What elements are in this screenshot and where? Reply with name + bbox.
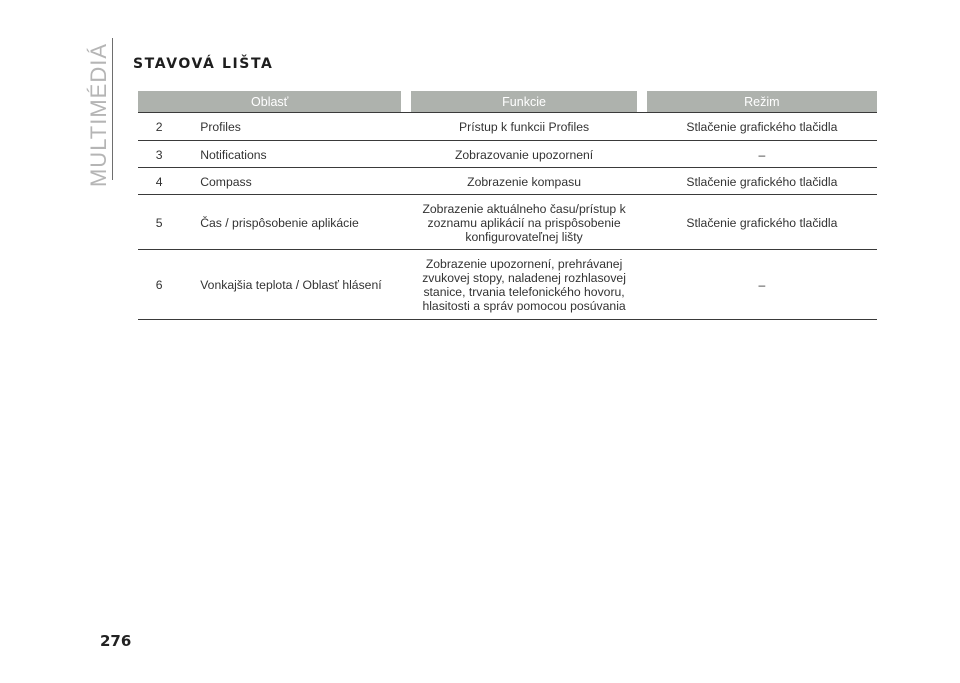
row-mode: Stlačenie grafického tlačidla <box>647 168 877 195</box>
row-area: Notifications <box>180 141 401 168</box>
table-row <box>138 141 877 168</box>
row-number: 2 <box>138 113 180 141</box>
row-area: Čas / prispôsobenie aplikácie <box>180 195 401 250</box>
row-function: Zobrazovanie upozornení <box>411 141 636 168</box>
row-number: 3 <box>138 141 180 168</box>
row-function: Zobrazenie kompasu <box>411 168 636 195</box>
table-row <box>138 168 877 195</box>
header-function: Funkcie <box>411 91 636 113</box>
table-header-row <box>138 91 877 113</box>
header-mode: Režim <box>647 91 877 113</box>
row-number: 5 <box>138 195 180 250</box>
row-function: Prístup k funkcii Profiles <box>411 113 636 141</box>
row-mode: – <box>647 141 877 168</box>
row-area: Compass <box>180 168 401 195</box>
row-number: 6 <box>138 250 180 320</box>
section-title: STAVOVÁ LIŠTA <box>133 56 274 72</box>
header-gap <box>401 91 411 113</box>
header-area: Oblasť <box>138 91 401 113</box>
page-number: 276 <box>100 632 132 650</box>
row-function: Zobrazenie upozornení, prehrávanej zvukovej stopy, naladenej rozhlasovej stanice, trvania telefonického hovoru, hlasitosti a správ pomocou posúvania <box>411 250 636 320</box>
row-function: Zobrazenie aktuálneho času/prístup k zoznamu aplikácií na prispôsobenie konfigurovateľnej lišty <box>411 195 636 250</box>
side-tab-label: MULTIMÉDIÁ <box>86 42 112 188</box>
table-row <box>138 195 877 250</box>
row-area: Vonkajšia teplota / Oblasť hlásení <box>180 250 401 320</box>
row-mode: Stlačenie grafického tlačidla <box>647 113 877 141</box>
row-area: Profiles <box>180 113 401 141</box>
row-number: 4 <box>138 168 180 195</box>
header-gap <box>637 91 647 113</box>
side-tab-divider <box>112 38 113 180</box>
row-mode: Stlačenie grafického tlačidla <box>647 195 877 250</box>
table-row <box>138 250 877 320</box>
row-mode: – <box>647 250 877 320</box>
status-bar-table <box>138 91 877 320</box>
table-row <box>138 113 877 141</box>
section-side-tab <box>84 40 114 190</box>
